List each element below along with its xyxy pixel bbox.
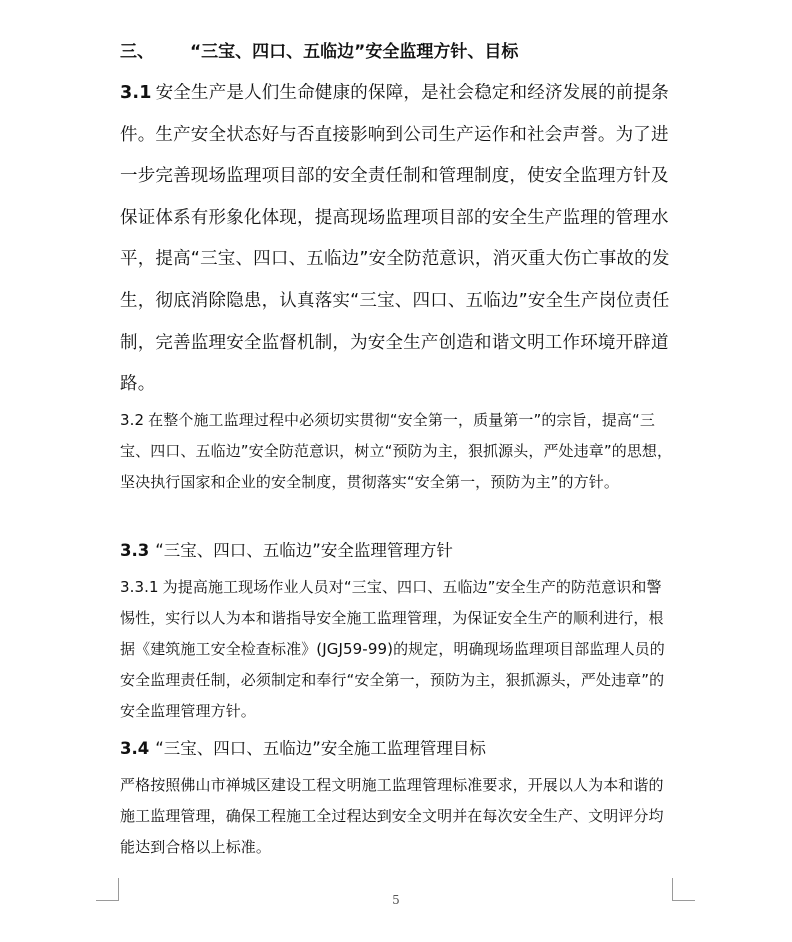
paragraph-3-3-1	[120, 572, 674, 727]
paragraph-3-4-text: 严格按照佛山市禅城区建设工程文明施工监理管理标准要求，开展以人为本和谐的施工监理管理，确保工程施工全过程达到安全文明并在每次安全生产、文明评分均能达到合格以上标准。	[120, 776, 664, 856]
paragraph-3-2-number: 3.2	[120, 411, 145, 429]
section-heading	[120, 42, 674, 62]
heading-3-3-text: “三宝、四口、五临边”安全监理管理方针	[155, 541, 453, 560]
heading-3-4-text: “三宝、四口、五临边”安全施工监理管理目标	[155, 739, 486, 758]
paragraph-3-4	[120, 770, 674, 863]
paragraph-3-2-text: 在整个施工监理过程中必须切实贯彻“安全第一，质量第一”的宗旨，提高“三宝、四口、五临边”安全防范意识，树立“预防为主，狠抓源头，严处违章”的思想，坚决执行国家和企业的安全制度，贯彻落实“安全第一，预防为主”的方针。	[120, 411, 673, 491]
heading-3-3	[120, 541, 674, 561]
paragraph-3-1-text: 安全生产是人们生命健康的保障，是社会稳定和经济发展的前提条件。生产安全状态好与否直接影响到公司生产运作和社会声誉。为了进一步完善现场监理项目部的安全责任制和管理制度，使安全监理方针及保证体系有形象化体现，提高现场监理项目部的安全生产监理的管理水平，提高“三宝、四口、五临边”安全防范意识，消灭重大伤亡事故的发生，彻底消除隐患，认真落实“三宝、四口、五临边”安全生产岗位责任制，完善监理安全监督机制，为安全生产创造和谐文明工作环境开辟道路。	[120, 83, 670, 395]
paragraph-3-3-1-text: 为提高施工现场作业人员对“三宝、四口、五临边”安全生产的防范意识和警惕性，实行以人为本和谐指导安全施工监理管理，为保证安全生产的顺利进行，根据《建筑施工安全检查标准》(JGJ59-99)的规定，明确现场监理项目部监理人员的安全监理责任制，必须制定和奉行“安全第一，预防为主，狠抓源头，严处违章”的安全监理管理方针。	[120, 578, 665, 720]
heading-3-3-number: 3.3	[120, 541, 150, 560]
paragraph-3-1	[120, 73, 674, 406]
paragraph-3-1-number: 3.1	[120, 83, 152, 103]
page-corner-mark-right	[672, 878, 695, 901]
heading-3-4	[120, 739, 674, 759]
page-corner-mark-left	[96, 878, 119, 901]
heading-3-4-number: 3.4	[120, 739, 150, 758]
section-number: 三、	[120, 42, 154, 62]
paragraph-3-2	[120, 405, 674, 498]
section-title: “三宝、四口、五临边”安全监理方针、目标	[190, 42, 519, 62]
paragraph-3-3-1-number: 3.3.1	[120, 578, 159, 596]
page-number: 5	[392, 893, 400, 907]
